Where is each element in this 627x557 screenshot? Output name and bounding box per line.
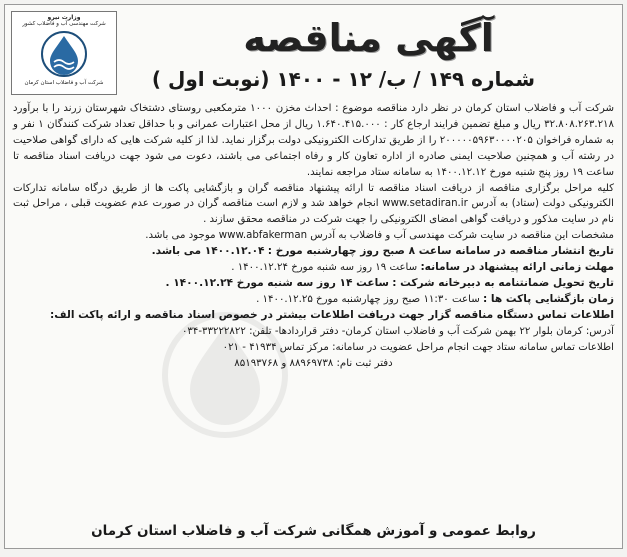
registration-office-line: دفتر ثبت نام: ۸۸۹۶۹۷۳۸ و ۸۵۱۹۳۷۶۸ bbox=[234, 357, 393, 369]
schedule-deadline bbox=[13, 260, 614, 276]
schedule-publish-value: ۱۴۰۰.۱۲.۰۴ می باشد. bbox=[151, 245, 265, 258]
schedule-guarantee-value: ساعت ۱۴ روز سه شنبه مورخ ۱۴۰۰.۱۲.۲۴ . bbox=[165, 276, 389, 289]
notice-title: آگهی مناقصه bbox=[243, 16, 494, 60]
schedule-opening-value: ساعت ۱۱:۳۰ صبح روز چهارشنبه مورخ ۱۴۰۰.۱۲.۲۵ . bbox=[256, 293, 480, 305]
logo-provincial: شرکت آب و فاضلاب استان کرمان bbox=[24, 80, 104, 86]
schedule-publish bbox=[13, 244, 614, 260]
tender-notice bbox=[4, 4, 623, 549]
contact-heading: اطلاعات تماس دستگاه مناقصه گزار جهت دریافت اطلاعات بیشتر در خصوص اسناد مناقصه و ارائه پاکت الف: bbox=[50, 308, 614, 321]
address-line: آدرس: کرمان بلوار ۲۲ بهمن شرکت آب و فاضلاب استان کرمان- دفتر قراردادها- تلفن: ۳۳۲۲۲۸۲۲-۰۳۴ bbox=[181, 325, 614, 337]
schedule-guarantee bbox=[13, 276, 614, 292]
logo-company: شرکت مهندسی آب و فاضلاب کشور bbox=[22, 21, 106, 27]
notice-body bbox=[13, 101, 614, 520]
schedule-publish-label: تاریخ انتشار مناقصه در سامانه ساعت ۸ صبح روز چهارشنبه مورخ : bbox=[267, 245, 614, 258]
schedule-deadline-value: ساعت ۱۹ روز سه شنبه مورخ ۱۴۰۰.۱۲.۲۴ . bbox=[231, 262, 418, 274]
schedule-guarantee-label: تاریخ تحویل ضمانتنامه به دبیرخانه شرکت : bbox=[392, 276, 614, 289]
notice-number: شماره ۱۴۹ / ب/ ۱۲ - ۱۴۰۰ (نوبت اول ) bbox=[151, 67, 536, 91]
intro-paragraph: شرکت آب و فاضلاب استان کرمان در نظر دارد مناقصه موضوع : احداث مخزن ۱۰۰۰ مترمکعبی روستای دشتخاک شهرستان زرند را با برآورد ۳۲.۸۰۸.۲۶۳.۲۱۸ ریال و مبلغ تضمین فرایند ارجاع کار : ۱.۶۴۰.۴۱۵.۰۰۰ ریال از محل اعتبارات عمرانی و با حداقل تعداد شرکت کنندگان ۱ نفر و به شماره فراخوان ۲۰۰۰۰۰۵۹۶۳۰۰۰۰۲۰۵ را از طریق تدارکات الکترونیکی دولت برگزار نماید. لذا از کلیه شرکت هایی که دارای گواهی صلاحیت در رشته آب و همچنین صلاحیت ایمنی صادره از اداره تعاون کار و رفاه اجتماعی می باشند، دعوت می شود جهت دریافت اسناد مناقصه تا ساعت ۱۹ روز پنج شنبه مورخ ۱۴۰۰.۱۲.۱۲ به سامانه ستاد مراجعه نمایند. bbox=[13, 103, 614, 178]
logo-ministry: وزارت نیرو bbox=[47, 14, 81, 21]
details-paragraph: مشخصات این مناقصه در سایت شرکت مهندسی آب و فاضلاب به آدرس www.abfakerman موجود می باشد. bbox=[145, 230, 614, 242]
schedule-opening-label: زمان بازگشایی پاکت ها : bbox=[483, 292, 614, 305]
setad-contact-line: اطلاعات تماس سامانه ستاد جهت انجام مراحل عضویت در سامانه: مرکز تماس ۴۱۹۳۴ - ۰۲۱ bbox=[222, 341, 614, 353]
procedure-paragraph: کلیه مراحل برگزاری مناقصه از دریافت اسناد مناقصه تا ارائه پیشنهاد مناقصه گران و بازگشایی پاکت ها از طریق درگاه سامانه تدارکات الکترونیکی دولت (ستاد) به آدرس www.setadiran.ir انجام خواهد شد و لازم است مناقصه گران در صورت عدم عضویت قبلی ، مراحل ثبت نام در سایت مذکور و دریافت گواهی امضای الکترونیکی را جهت شرکت در مناقصه محقق سازند . bbox=[13, 182, 614, 226]
schedule-opening bbox=[13, 292, 614, 308]
schedule-deadline-label: مهلت زمانی ارائه پیشنهاد در سامانه: bbox=[420, 261, 614, 274]
public-relations-signature: روابط عمومی و آموزش همگانی شرکت آب و فاضلاب استان کرمان bbox=[91, 523, 536, 539]
